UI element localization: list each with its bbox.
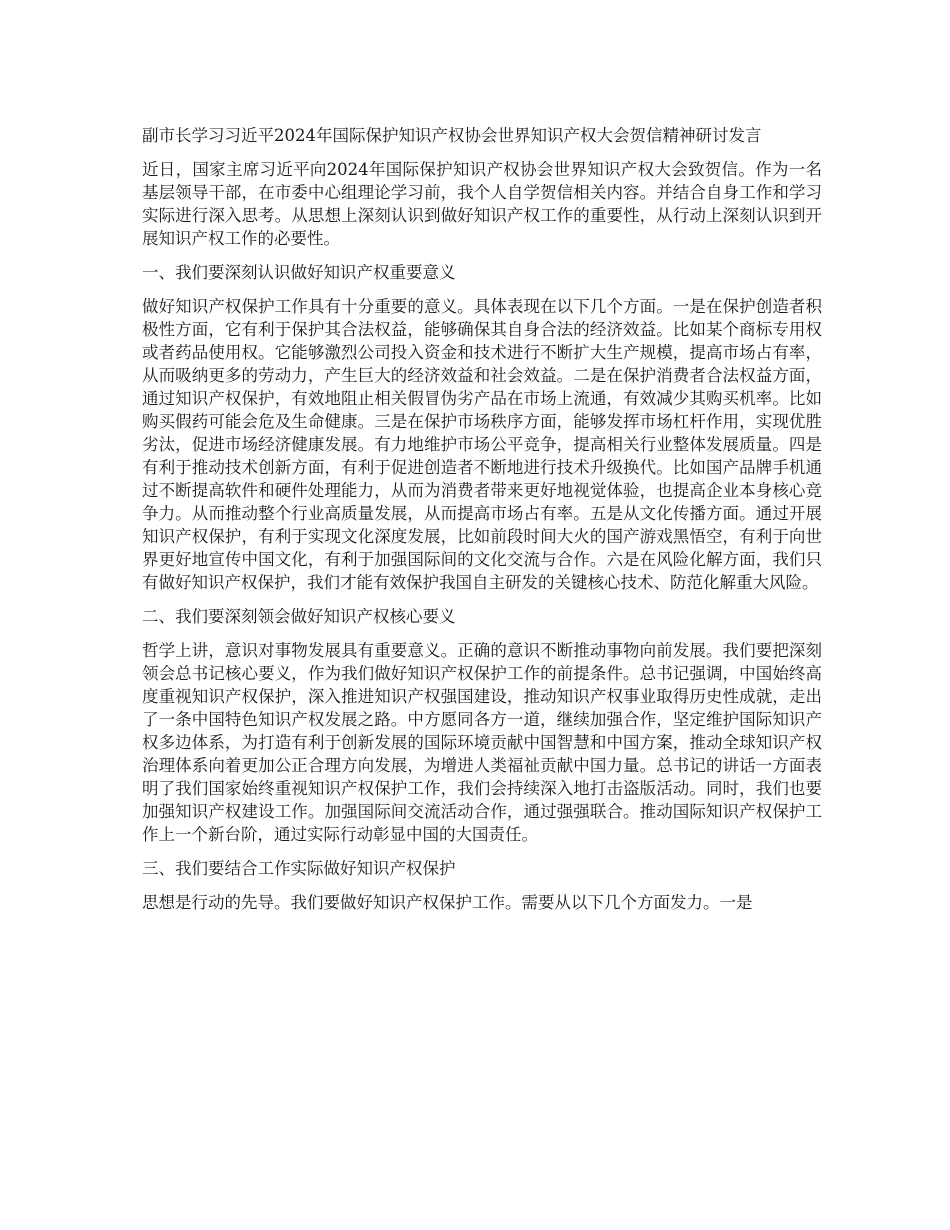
document-title: 副市长学习习近平2024年国际保护知识产权协会世界知识产权大会贺信精神研讨发言 [142, 126, 762, 145]
document-page [142, 124, 822, 925]
section-heading-2: 二、我们要深刻领会做好知识产权核心要义 [142, 607, 456, 626]
intro-paragraph: 近日，国家主席习近平向2024年国际保护知识产权协会世界知识产权大会致贺信。作为一名基层领导干部，在市委中心组理论学习前，我个人自学贺信相关内容。并结合自身工作和学习实际进行深入思考。从思想上深刻认识到做好知识产权工作的重要性，从行动上深刻认识到开展知识产权工作的必要性。 [142, 160, 822, 248]
section-paragraph-1: 做好知识产权保护工作具有十分重要的意义。具体表现在以下几个方面。一是在保护创造者积极性方面，它有利于保护其合法权益，能够确保其自身合法的经济效益。比如某个商标专用权或者药品使用权。它能够激烈公司投入资金和技术进行不断扩大生产规模，提高市场占有率，从而吸纳更多的劳动力，产生巨大的经济效益和社会效益。二是在保护消费者合法权益方面，通过知识产权保护，有效地阻止相关假冒伪劣产品在市场上流通，有效减少其购买机率。比如购买假药可能会危及生命健康。三是在保护市场秩序方面，能够发挥市场杠杆作用，实现优胜劣汰，促进市场经济健康发展。有力地维护市场公平竞争，提高相关行业整体发展质量。四是有利于推动技术创新方面，有利于促进创造者不断地进行技术升级换代。比如国产品牌手机通过不断提高软件和硬件处理能力，从而为消费者带来更好地视觉体验，也提高企业本身核心竞争力。从而推动整个行业高质量发展，从而提高市场占有率。五是从文化传播方面。通过开展知识产权保护，有利于实现文化深度发展，比如前段时间大火的国产游戏黑悟空，有利于向世界更好地宣传中国文化，有利于加强国际间的文化交流与合作。六是在风险化解方面，我们只有做好知识产权保护，我们才能有效保护我国自主研发的关键核心技术、防范化解重大风险。 [142, 297, 822, 592]
section-heading-3: 三、我们要结合工作实际做好知识产权保护 [142, 859, 456, 878]
section-paragraph-3: 思想是行动的先导。我们要做好知识产权保护工作。需要从以下几个方面发力。一是 [142, 893, 753, 912]
section-heading-1: 一、我们要深刻认识做好知识产权重要意义 [142, 263, 456, 282]
section-paragraph-2: 哲学上讲，意识对事物发展具有重要意义。正确的意识不断推动事物向前发展。我们要把深刻领会总书记核心要义，作为我们做好知识产权保护工作的前提条件。总书记强调，中国始终高度重视知识产权保护，深入推进知识产权强国建设，推动知识产权事业取得历史性成就，走出了一条中国特色知识产权发展之路。中方愿同各方一道，继续加强合作，坚定维护国际知识产权多边体系，为打造有利于创新发展的国际环境贡献中国智慧和中国方案，推动全球知识产权治理体系向着更加公正合理方向发展，为增进人类福祉贡献中国力量。总书记的讲话一方面表明了我们国家始终重视知识产权保护工作，我们会持续深入地打击盗版活动。同时，我们也要加强知识产权建设工作。加强国际间交流活动合作，通过强强联合。推动国际知识产权保护工作上一个新台阶，通过实际行动彰显中国的大国责任。 [142, 641, 822, 844]
